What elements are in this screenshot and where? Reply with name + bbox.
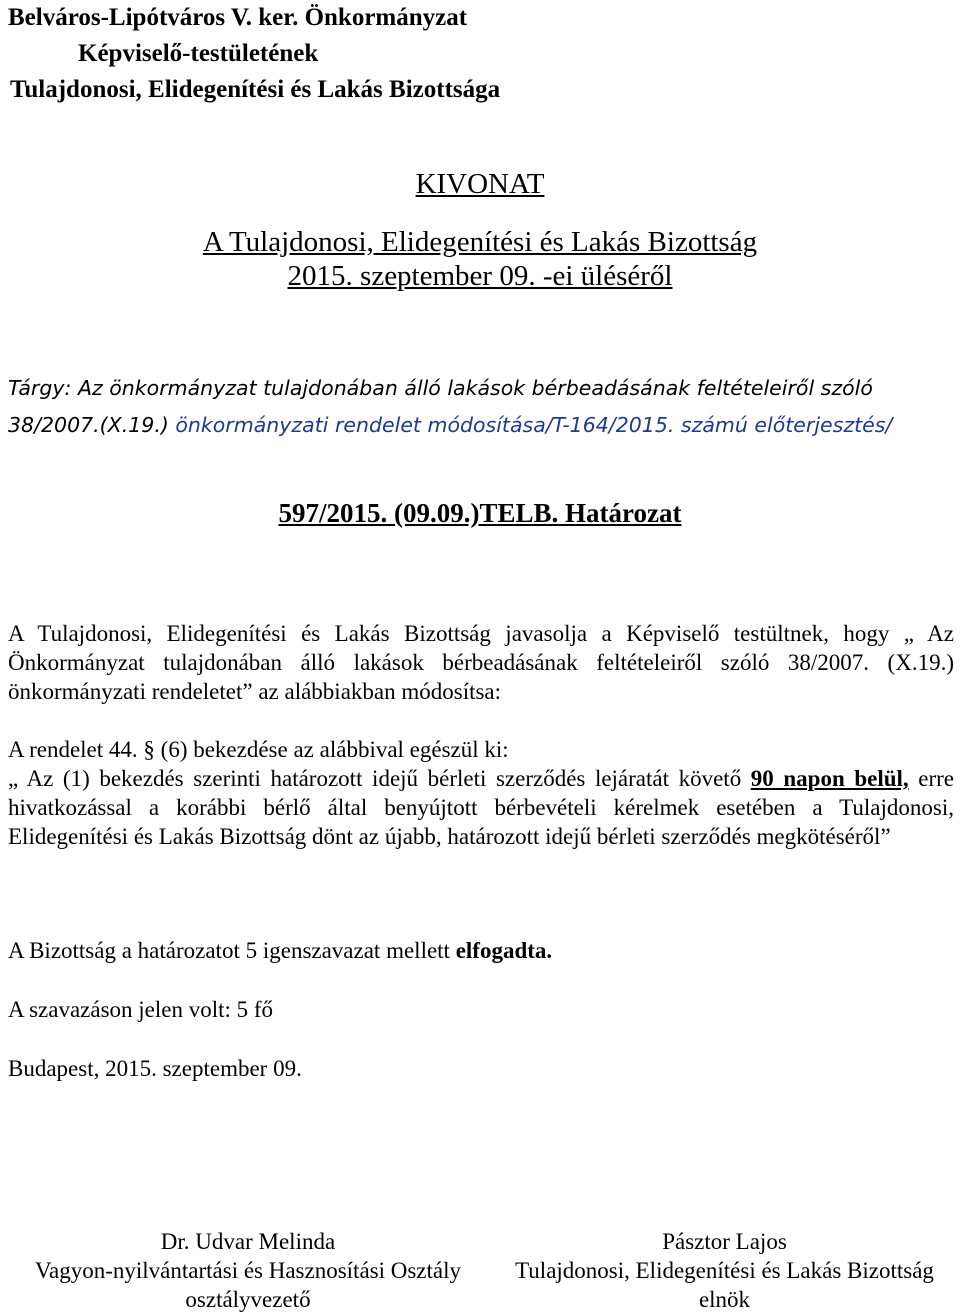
- amendment-quote: [8, 764, 954, 851]
- committee-title: A Tulajdonosi, Elidegenítési és Lakás Bizottság: [202, 226, 758, 258]
- signature-right-name: Pásztor Lajos: [662, 1229, 787, 1254]
- subject: [8, 370, 954, 444]
- session-date: 2015. szeptember 09. -ei üléséről: [287, 260, 673, 292]
- signature-left-name: Dr. Udvar Melinda: [160, 1229, 336, 1254]
- signature-left-dept: Vagyon-nyilvántartási és Hasznosítási Osztály: [34, 1258, 462, 1283]
- signature-right-role: elnök: [698, 1287, 751, 1312]
- signature-left-role: osztályvezető: [185, 1287, 311, 1312]
- vote-text: A Bizottság a határozatot 5 igenszavazat mellett: [8, 938, 456, 963]
- vote-result: [8, 936, 552, 965]
- subject-text-a: Az önkormányzat tulajdonában álló lakások bérbeadásának feltételeiről szóló 38/2007.(X.19.): [8, 376, 873, 437]
- resolution-number: 597/2015. (09.09.)TELB.: [278, 498, 559, 528]
- subject-text-c: számú előterjesztés/: [674, 413, 893, 437]
- vote-outcome: elfogadta.: [455, 938, 553, 963]
- quote-text-b: erre hivatkozással a korábbi bérlő által benyújtott bérbevételi kérelmek esetében a Tulajdonosi, Elidegenítési és Lakás Bizottság dönt az újabb, határozott idejű bérleti szerződés megkötéséről”: [8, 766, 954, 849]
- header-line-1: Belváros-Lipótváros V. ker. Önkormányzat: [8, 4, 468, 31]
- attendance: A szavazáson jelen volt: 5 fő: [8, 997, 274, 1022]
- quote-emphasis: 90 napon belül,: [750, 766, 909, 791]
- signature-right-dept: Tulajdonosi, Elidegenítési és Lakás Bizottság: [515, 1258, 934, 1283]
- signature-left: [0, 1227, 496, 1314]
- resolution-heading: [0, 498, 960, 529]
- subject-text-b: önkormányzati rendelet módosítása/T-164/2015.: [168, 413, 675, 437]
- header-line-3: Tulajdonosi, Elidegenítési és Lakás Bizottsága: [10, 76, 501, 103]
- subject-label: Tárgy:: [8, 376, 72, 400]
- resolution-label: Határozat: [558, 498, 682, 528]
- place-date: Budapest, 2015. szeptember 09.: [8, 1056, 302, 1081]
- body-paragraph-2: A rendelet 44. § (6) bekezdése az alábbival egészül ki:: [8, 737, 509, 762]
- quote-text-a: „ Az (1) bekezdés szerinti határozott idejű bérleti szerződés lejáratát követő: [8, 766, 751, 791]
- header-line-2: Képviselő-testületének: [78, 40, 319, 67]
- signature-right: [489, 1227, 960, 1314]
- body-paragraph-1: A Tulajdonosi, Elidegenítési és Lakás Bizottság javasolja a Képviselő testültnek, hogy „ Az Önkormányzat tulajdonában álló lakások bérbeadásának feltételeiről szóló 38/2007. (X.19.) önkormányzati rendeletet” az alábbiakban módosítsa:: [8, 621, 954, 704]
- document-title: KIVONAT: [415, 168, 545, 200]
